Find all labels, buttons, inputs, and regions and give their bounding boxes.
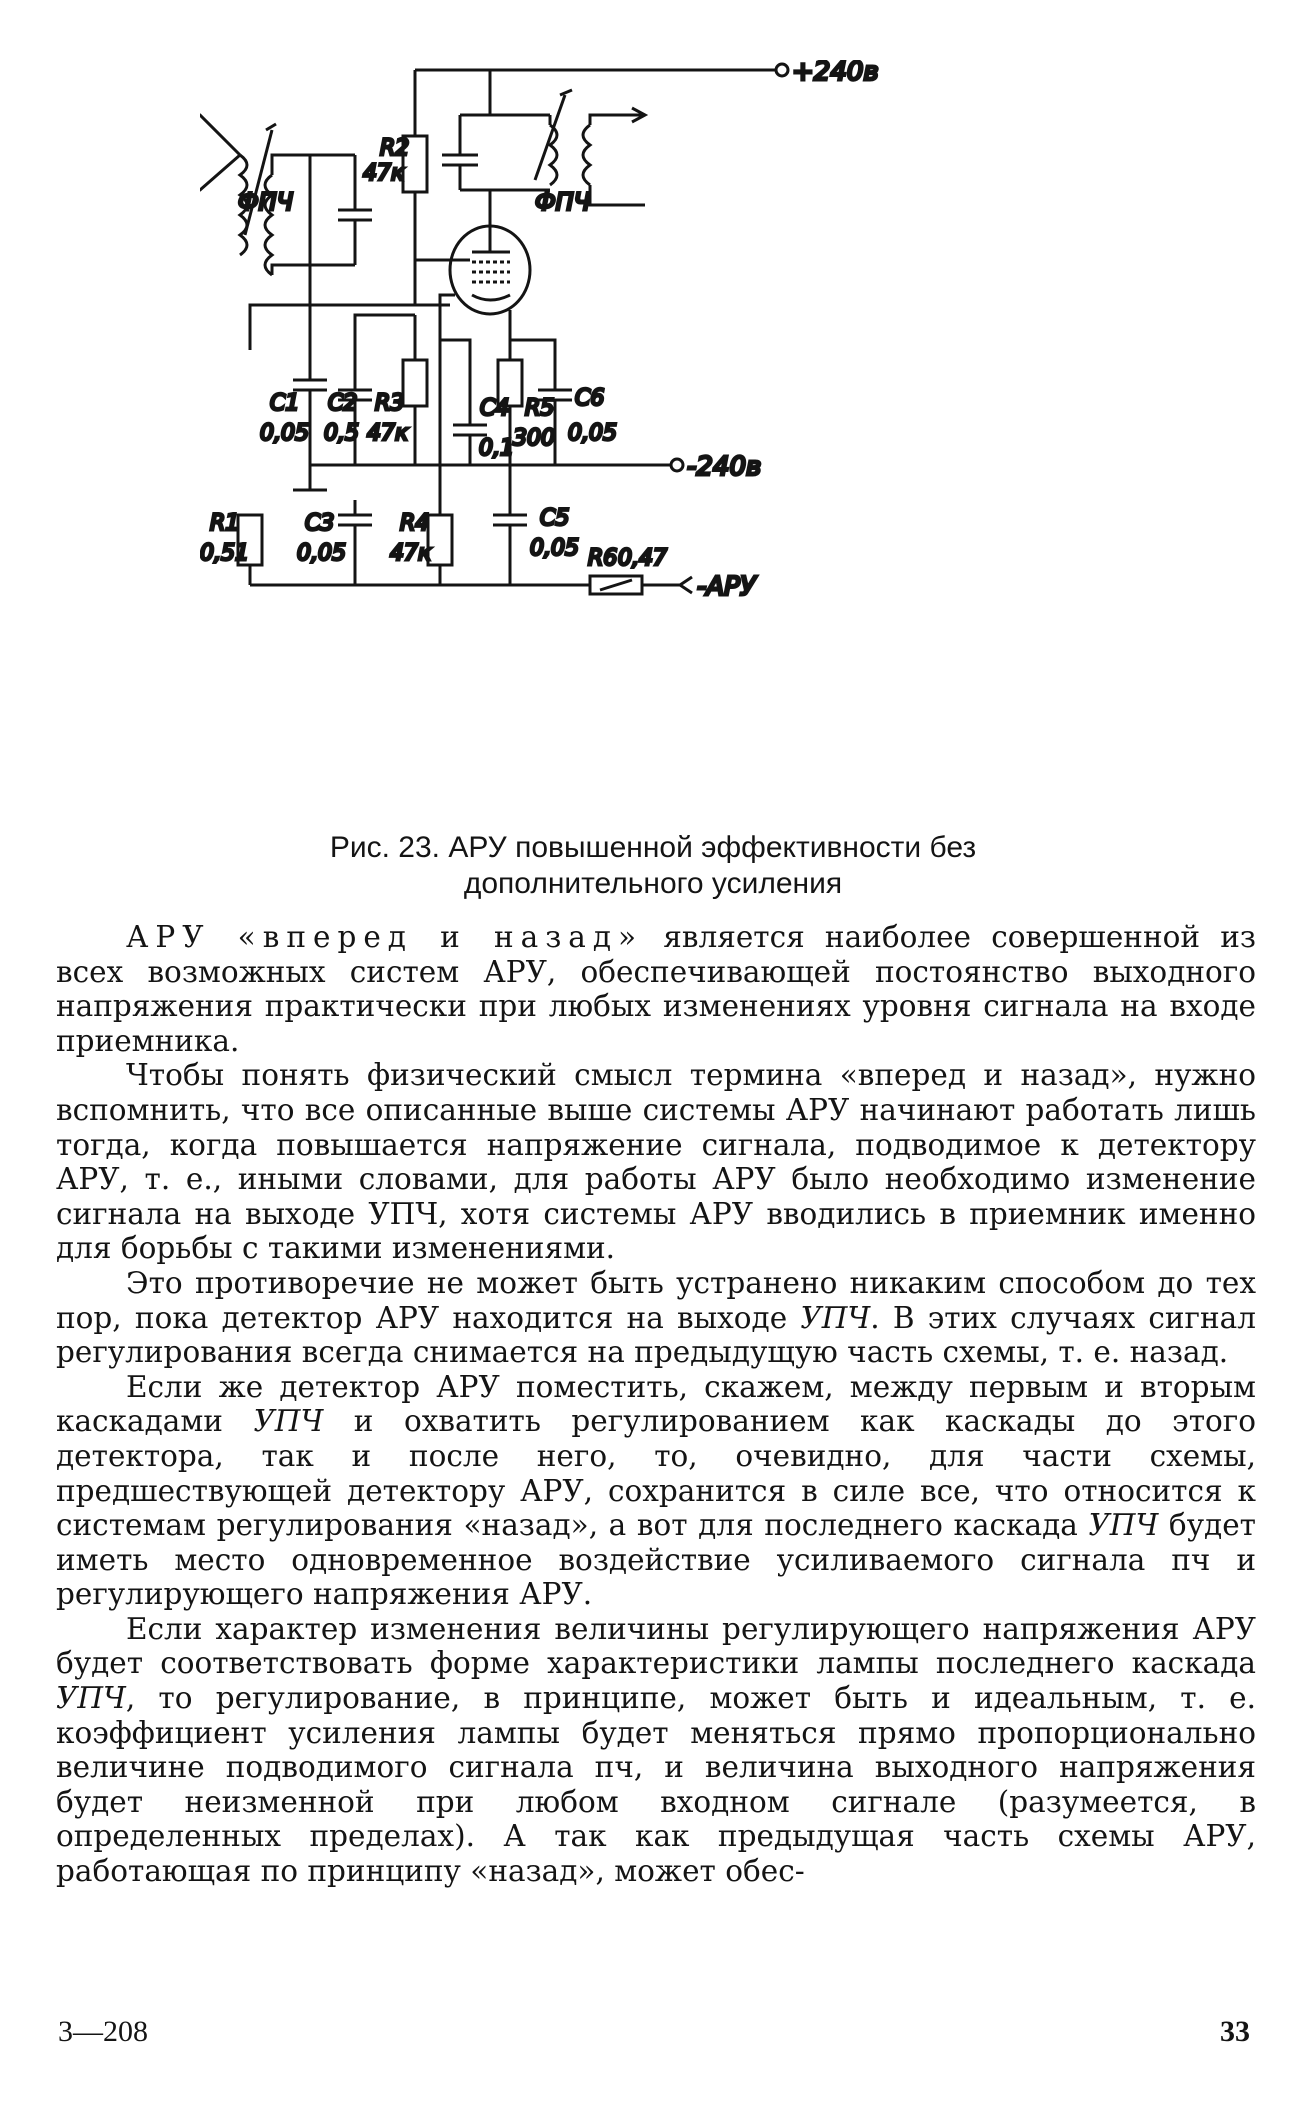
figure-caption bbox=[180, 830, 1126, 902]
r4-resistor bbox=[428, 465, 452, 585]
circuit-svg bbox=[200, 60, 1080, 820]
r3-value: 47к bbox=[367, 421, 409, 446]
c3-value: 0,05 bbox=[297, 541, 346, 566]
r2-name: R2 bbox=[380, 136, 410, 161]
paragraph-2: Чтобы понять физический смысл термина «вперед и назад», нужно вспомнить, что все описанные выше системы АРУ начинают работать лишь тогда, когда повышается напряжение сигнала, подводимое к детектору АРУ, т. е., иными словами, для работы АРУ было необходимо изменение сигнала на выходе УПЧ, хотя системы АРУ вводились в приемник именно для борьбы с такими изменениями. bbox=[56, 1058, 1256, 1266]
caption-line-1: Рис. 23. АРУ повышенной эффективности без bbox=[329, 831, 977, 864]
fpch-right-label: ФПЧ bbox=[535, 188, 591, 216]
c1-value: 0,05 bbox=[260, 421, 309, 446]
c5-name: C5 bbox=[540, 506, 570, 531]
r2-value: 47к bbox=[363, 161, 405, 186]
r4-name: R4 bbox=[400, 511, 430, 536]
spaced-term: АРУ «вперед и назад» bbox=[126, 920, 644, 954]
c2-value: 0,5 bbox=[324, 421, 359, 446]
paragraph-4-text-a: Если же детектор АРУ поместить, скажем, между первым и вторым каскадами bbox=[56, 1369, 1256, 1439]
c5-capacitor bbox=[493, 465, 527, 585]
upch-term: УПЧ bbox=[56, 1681, 126, 1716]
c4-name: C4 bbox=[480, 396, 510, 421]
caption-line-2: дополнительного усиления bbox=[463, 867, 843, 900]
plus-240-rail bbox=[415, 64, 788, 136]
paragraph-5 bbox=[56, 1612, 1256, 1889]
input-arrows bbox=[200, 115, 240, 190]
c2-name: C2 bbox=[328, 391, 358, 416]
paragraph-5-text-b: , то регулирование, в принципе, может быть и идеальным, т. е. коэффициент усиления лампы будет меняться прямо пропорционально величине подводимого сигнала пч, и величина выходного напряжения будет неизменной при любом входном сигнале (разумеется, в определенных пределах). А так как предыдущая часть схемы АРУ, работающая по принципу «назад», может обес- bbox=[56, 1681, 1256, 1889]
paragraph-3-text-a: Это противоречие не может быть устранено никаким способом до тех пор, пока детектор АРУ находится на выходе bbox=[56, 1265, 1256, 1335]
fpch-left-label: ФПЧ bbox=[238, 188, 294, 216]
r4-value: 47к bbox=[390, 541, 432, 566]
plus-240-label: +240в bbox=[792, 60, 879, 87]
page-number: 33 bbox=[1220, 2015, 1250, 2048]
c5-value: 0,05 bbox=[530, 536, 579, 561]
left-transformer bbox=[240, 124, 372, 340]
r6-name: R6 bbox=[588, 546, 618, 571]
upch-term: УПЧ bbox=[1088, 1508, 1159, 1543]
r2-resistor bbox=[403, 136, 470, 305]
c6-value: 0,05 bbox=[568, 421, 617, 446]
r5-name: R5 bbox=[525, 396, 555, 421]
paragraph-3-text-b: . В этих случаях сигнал регулирования всегда снимается на предыдущую часть схемы, т. е. назад. bbox=[56, 1300, 1256, 1370]
c3-name: C3 bbox=[305, 511, 335, 536]
paragraph-1 bbox=[56, 920, 1256, 1058]
r6-resistor bbox=[250, 576, 692, 594]
paragraph-3 bbox=[56, 1266, 1256, 1370]
article-body bbox=[56, 920, 1256, 1889]
agc-circuit-diagram bbox=[200, 60, 1080, 820]
printer-signature: 3—208 bbox=[58, 2015, 148, 2048]
paragraph-1-text: является наиболее совершенной из всех возможных систем АРУ, обеспечивающей постоянство выходного напряжения практически при любых изменениях уровня сигнала на входе приемника. bbox=[56, 920, 1256, 1058]
upch-term: УПЧ bbox=[253, 1404, 324, 1439]
paragraph-4 bbox=[56, 1370, 1256, 1612]
r1-value: 0,51 bbox=[200, 541, 249, 566]
minus-240-label: -240в bbox=[687, 452, 762, 482]
c6-name: C6 bbox=[575, 386, 605, 411]
r3-name: R3 bbox=[375, 391, 405, 416]
r6-value: 0,47 bbox=[618, 546, 667, 571]
paragraph-4-text-b: и охватить регулированием как каскады до этого детектора, так и после него, то, очевидно, для части схемы, предшествующей детектору АРУ, сохранится в силе все, что относится к системам регулирования «назад», а вот для последнего каскада bbox=[56, 1404, 1256, 1543]
r5-value: 300 bbox=[513, 426, 555, 451]
paragraph-5-text-a: Если характер изменения величины регулирующего напряжения АРУ будет соответствовать форме характеристики лампы последнего каскада bbox=[56, 1611, 1256, 1681]
upch-term: УПЧ bbox=[800, 1300, 871, 1335]
agc-label: -АРУ bbox=[697, 572, 756, 602]
paragraph-4-text-c: будет иметь место одновременное воздействие усиливаемого сигнала пч и регулирующего напряжения АРУ. bbox=[56, 1508, 1256, 1612]
c4-value: 0,1 bbox=[479, 436, 514, 461]
c1-name: C1 bbox=[270, 391, 300, 416]
r1-name: R1 bbox=[210, 511, 240, 536]
